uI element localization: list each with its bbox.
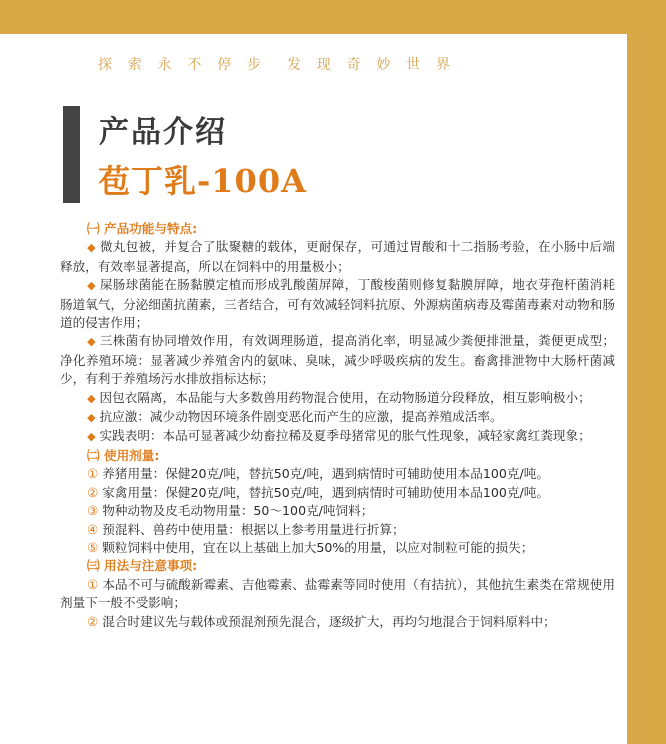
slogan-char: 索 — [127, 57, 142, 73]
feature-text: 抗应激：减少动物因环境条件剧变恶化而产生的应激，提高养殖成活率。 — [99, 409, 503, 425]
circled-number: ① — [87, 466, 99, 482]
slogan-char: 步 — [246, 57, 261, 73]
usage-item — [60, 576, 615, 613]
feature-text: 因包衣隔离，本品能与大多数兽用药物混合使用，在动物肠道分段释放，相互影响极小； — [99, 389, 591, 405]
feature-item — [60, 276, 615, 332]
slogan-char: 界 — [435, 57, 450, 73]
feature-text: 三株菌有协同增效作用，有效调理肠道，提高消化率，明显减少粪便排泄量，粪便更成型；净化养殖环境：显著减少养殖舍内的氨味、臭味，减少呼吸疾病的发生。畜禽排泄物中大肠杆菌减少，有利于养殖场污水排放指标达标； — [60, 333, 616, 387]
section-heading-features: ㈠ 产品功能与特点: — [87, 221, 198, 236]
dosage-text: 颗粒饲料中使用，宜在以上基础上加大50%的用量，以应对制粒可能的损失； — [102, 539, 534, 555]
product-description — [60, 220, 615, 631]
diamond-bullet-icon: ◆ — [87, 241, 96, 255]
circled-number: ② — [87, 613, 99, 629]
dosage-item — [60, 539, 615, 557]
section-heading-usage: ㈢ 用法与注意事项: — [87, 558, 198, 574]
feature-text: 屎肠球菌能在肠黏膜定植而形成乳酸菌屏障，丁酸梭菌则修复黏膜屏障，地衣芽孢杆菌消耗肠道氧气，分泌细菌抗菌素，三者结合，可有效减轻饲料抗原、外源病菌病毒及霉菌毒素对动物和肠道的侵害作用； — [60, 277, 616, 331]
circled-number: ③ — [87, 503, 99, 519]
feature-item — [60, 238, 615, 276]
feature-item — [60, 389, 615, 408]
slogan-char: 现 — [316, 57, 331, 73]
section-heading-dosage: ㈡ 使用剂量: — [87, 447, 160, 463]
diamond-bullet-icon: ◆ — [87, 335, 96, 349]
product-name: 苞丁乳-100A — [98, 162, 307, 200]
usage-text: 本品不可与硫酸新霉素、吉他霉素、盐霉素等同时使用（有拮抗），其他抗生素类在常规使用剂量下一般不受影响； — [60, 576, 615, 611]
dosage-item — [60, 502, 615, 520]
feature-item — [60, 408, 615, 427]
usage-item — [60, 613, 615, 631]
diamond-bullet-icon: ◆ — [87, 391, 96, 405]
feature-item — [60, 427, 615, 446]
dosage-item — [60, 521, 615, 539]
slogan — [98, 54, 618, 74]
circled-number: ④ — [87, 521, 99, 537]
dosage-text: 物种动物及皮毛动物用量：50～100克/吨饲料； — [102, 503, 374, 519]
circled-number: ① — [87, 576, 99, 592]
slogan-char: 妙 — [376, 57, 391, 73]
dosage-item — [60, 484, 615, 502]
slogan-char: 发 — [286, 57, 301, 73]
slogan-char: 探 — [98, 57, 112, 73]
diamond-bullet-icon: ◆ — [87, 279, 96, 293]
feature-text: 实践表明：本品可显著减少幼畜拉稀及夏季母猪常见的胀气性现象，减轻家禽红粪现象； — [99, 428, 591, 444]
circled-number: ② — [87, 484, 99, 500]
slogan-char: 世 — [406, 57, 421, 73]
document-page — [0, 34, 627, 744]
slogan-char: 永 — [157, 57, 172, 73]
dosage-text: 预混料、兽药中使用量：根据以上参考用量进行折算； — [102, 521, 405, 537]
slogan-char: 奇 — [346, 57, 361, 73]
diamond-bullet-icon: ◆ — [87, 411, 96, 425]
feature-item — [60, 332, 615, 388]
feature-text: 微丸包被，并复合了肽聚糖的载体，更耐保存，可通过胃酸和十二指肠考验，在小肠中后端释放，有效率显著提高，所以在饲料中的用量极小； — [60, 239, 616, 274]
dosage-text: 家禽用量：保健20克/吨，替抗50克/吨，遇到病情时可辅助使用本品100克/吨。 — [102, 484, 549, 500]
slogan-char: 停 — [217, 57, 232, 73]
dosage-item — [60, 465, 615, 483]
circled-number: ⑤ — [87, 539, 99, 555]
dosage-text: 养猪用量：保健20克/吨，替抗50克/吨，遇到病情时可辅助使用本品100克/吨。 — [102, 466, 549, 482]
usage-text: 混合时建议先与载体或预混剂预先混合，逐级扩大，再均匀地混合于饲料原料中； — [102, 613, 556, 629]
diamond-bullet-icon: ◆ — [87, 430, 96, 444]
slogan-char: 不 — [187, 57, 202, 73]
page-title: 产品介绍 — [99, 115, 227, 150]
title-accent-bar — [63, 106, 80, 203]
